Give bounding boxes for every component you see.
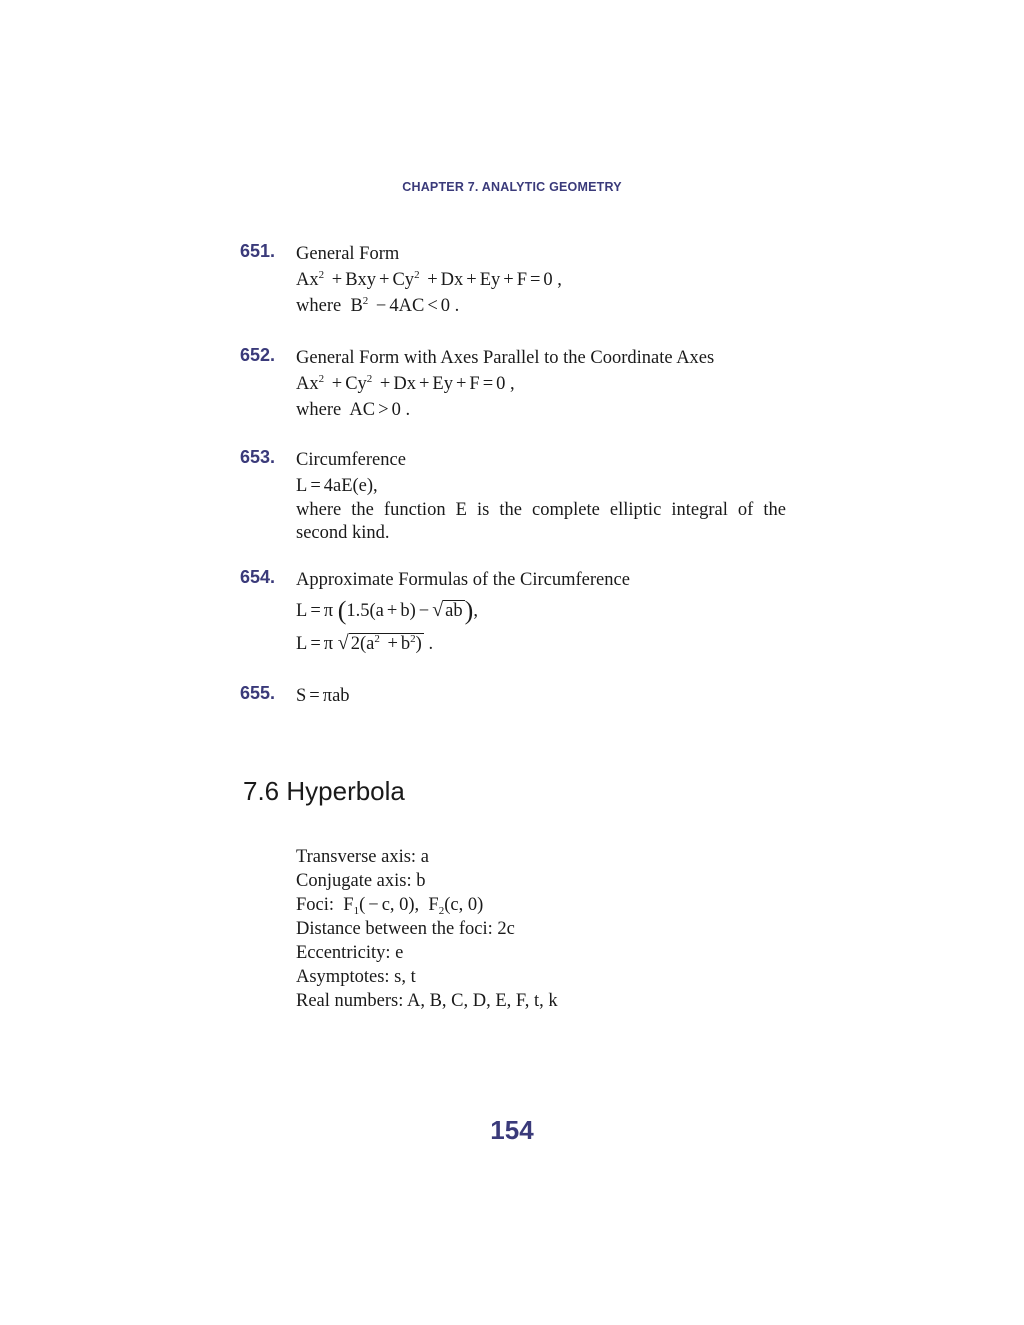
item-number: 651. (240, 241, 276, 261)
item-number: 652. (240, 345, 276, 365)
property-foci: Foci: $F_1( - c$, 0), $F_2(c$, 0) (296, 895, 484, 917)
section-title: 7.6 Hyperbola (243, 776, 405, 806)
item-title: General Form (296, 244, 400, 264)
hyperbola-properties (296, 845, 558, 1013)
item-number: 655. (240, 683, 276, 703)
item-number: 653. (240, 447, 276, 467)
formula-condition: where AC > 0 . (296, 400, 411, 420)
item-number: 654. (240, 567, 276, 587)
formula-general-form: Ax$^2$ + Bxy + $Cy^2 + Dx + Ey + F = 0$ , (296, 269, 562, 290)
item-title: Approximate Formulas of the Circumference (296, 570, 630, 590)
property-real-numbers: Real numbers: A, B, C, D, E, F, t, k (296, 991, 558, 1011)
property-conjugate-axis: Conjugate axis: b (296, 871, 426, 891)
formula-parallel-form: $Ax^2 + Cy^2 + Dx + Ey + F = 0$ , (296, 373, 515, 394)
item-description: where the function E is the complete elliptic integral of the second kind. (296, 500, 786, 543)
page-number: 154 (490, 1115, 534, 1145)
property-asymptotes: Asymptotes: s, t (296, 967, 416, 987)
property-eccentricity: Eccentricity: e (296, 943, 404, 963)
chapter-header: CHAPTER 7. ANALYTIC GEOMETRY (402, 180, 622, 194)
formula-approx-1: L = π (1.5(a + b) − √ ab), (296, 596, 478, 625)
property-distance-foci: Distance between the foci: 2c (296, 919, 515, 939)
item-title: Circumference (296, 450, 406, 470)
formula-circumference: L = 4aE(e), (296, 476, 378, 496)
item-title: General Form with Axes Parallel to the Coordinate Axes (296, 348, 715, 368)
formula-area: S = πab (296, 686, 350, 706)
property-transverse-axis: Transverse axis: a (296, 847, 429, 867)
formula-approx-2: L = π √ $2(a^2 + b^2)$ . (296, 632, 434, 654)
formula-condition: where $B^2 - 4AC < 0$ . (296, 295, 460, 316)
